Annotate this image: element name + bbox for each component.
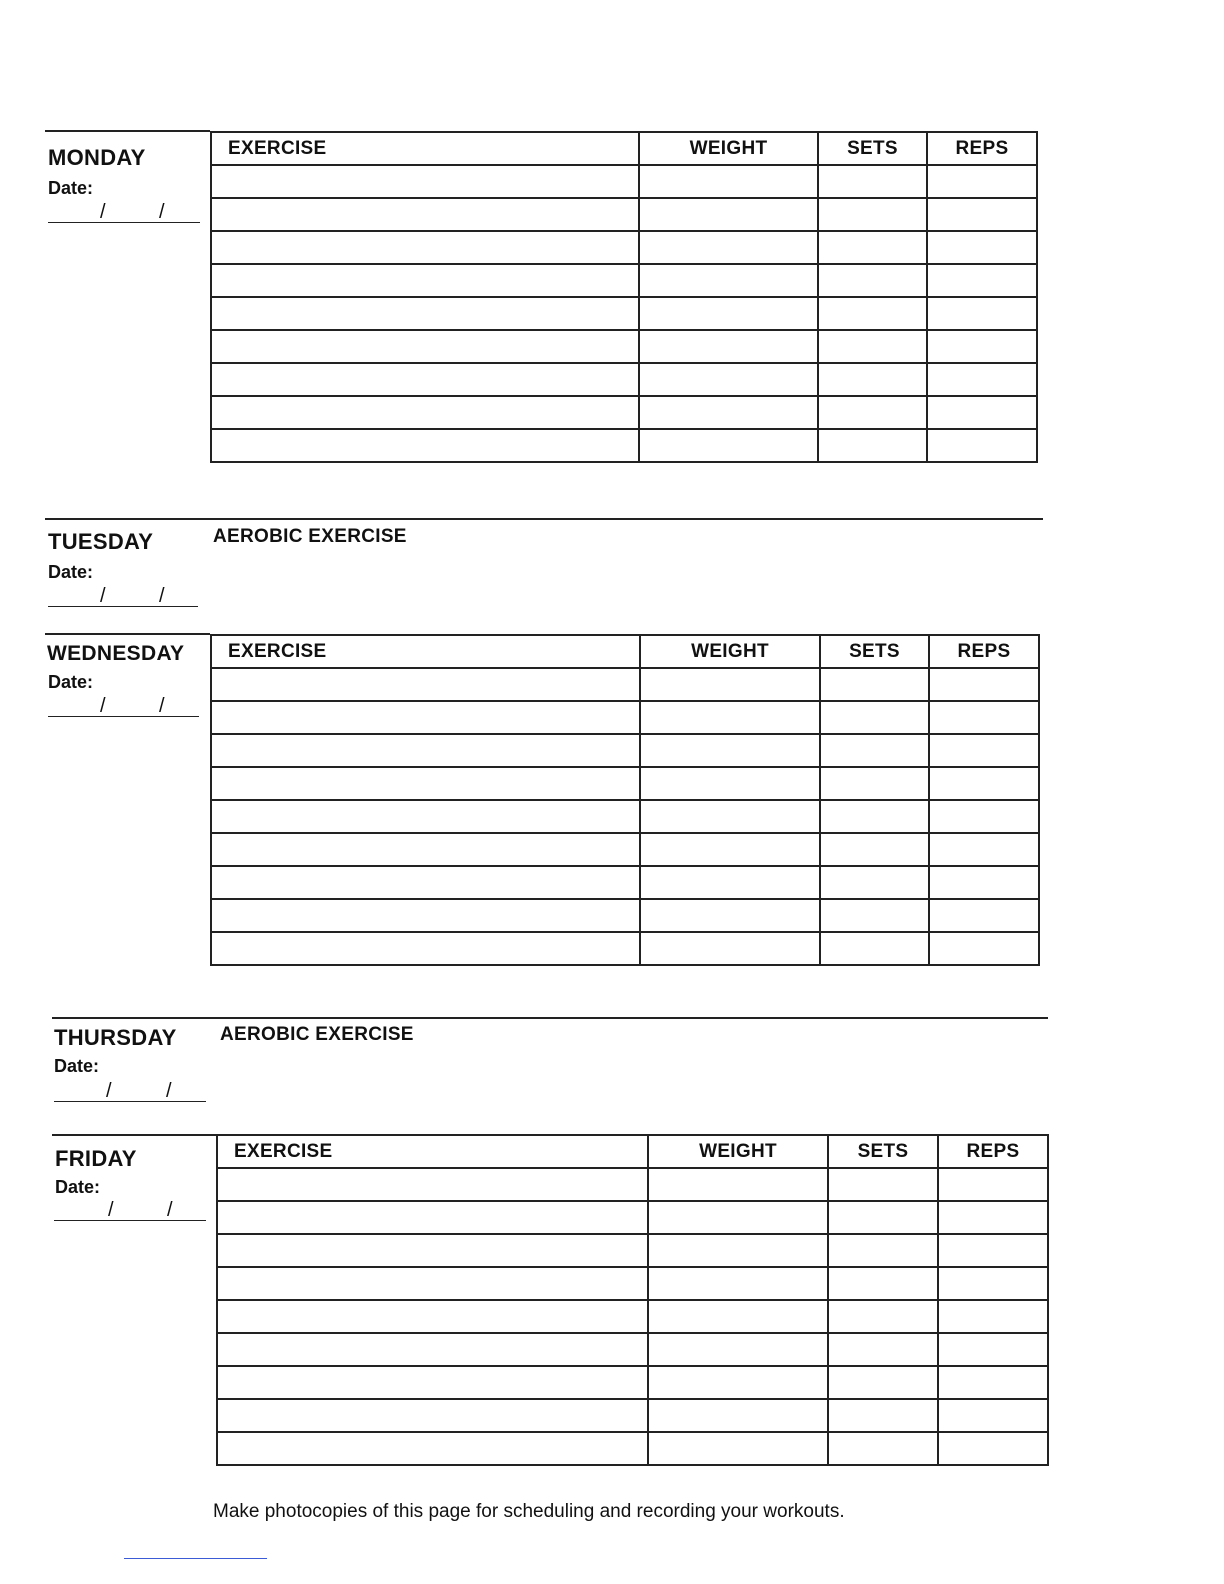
exercise-cell[interactable] — [217, 1333, 648, 1366]
weight-cell[interactable] — [648, 1234, 828, 1267]
weight-cell[interactable] — [640, 932, 820, 965]
exercise-cell[interactable] — [217, 1399, 648, 1432]
weight-cell[interactable] — [640, 833, 820, 866]
sets-cell[interactable] — [820, 668, 929, 701]
exercise-cell[interactable] — [211, 396, 639, 429]
sets-cell[interactable] — [820, 734, 929, 767]
sets-cell[interactable] — [820, 899, 929, 932]
monday-exercise-table — [210, 131, 1038, 463]
weight-cell[interactable] — [648, 1366, 828, 1399]
reps-cell[interactable] — [927, 165, 1037, 198]
date-separator: / — [106, 1080, 112, 1102]
reps-cell[interactable] — [929, 734, 1039, 767]
reps-cell[interactable] — [927, 297, 1037, 330]
monday-date-label: Date: — [48, 178, 94, 198]
exercise-cell[interactable] — [211, 429, 639, 462]
table-row — [211, 866, 1039, 899]
sets-cell[interactable] — [818, 429, 927, 462]
table-row — [211, 198, 1037, 231]
sets-cell[interactable] — [820, 767, 929, 800]
reps-cell[interactable] — [929, 701, 1039, 734]
wednesday-date-label: Date: — [48, 672, 94, 692]
exercise-cell[interactable] — [211, 165, 639, 198]
monday-title: MONDAY — [48, 145, 146, 170]
table-row — [217, 1168, 1048, 1201]
exercise-header: EXERCISE — [217, 1135, 648, 1168]
exercise-cell[interactable] — [211, 800, 640, 833]
sets-cell[interactable] — [828, 1399, 938, 1432]
weight-header: WEIGHT — [639, 132, 818, 165]
weight-cell[interactable] — [648, 1267, 828, 1300]
tuesday-date-label: Date: — [48, 562, 94, 582]
table-row — [211, 932, 1039, 965]
date-separator: / — [159, 695, 165, 717]
wednesday-title: WEDNESDAY — [47, 642, 185, 665]
weight-cell[interactable] — [640, 866, 820, 899]
table-row — [217, 1399, 1048, 1432]
thursday-aerobic-label: AEROBIC EXERCISE — [220, 1024, 414, 1045]
sets-header: SETS — [820, 635, 929, 668]
reps-cell[interactable] — [929, 899, 1039, 932]
weight-cell[interactable] — [639, 198, 818, 231]
sets-cell[interactable] — [820, 800, 929, 833]
sets-cell[interactable] — [828, 1300, 938, 1333]
wednesday-date-field[interactable] — [48, 694, 199, 717]
exercise-cell[interactable] — [211, 264, 639, 297]
weight-cell[interactable] — [648, 1399, 828, 1432]
weight-cell[interactable] — [639, 363, 818, 396]
reps-cell[interactable] — [938, 1168, 1048, 1201]
monday-top-rule — [45, 130, 210, 132]
exercise-cell[interactable] — [217, 1267, 648, 1300]
table-row — [211, 297, 1037, 330]
reps-cell[interactable] — [938, 1234, 1048, 1267]
sets-cell[interactable] — [818, 297, 927, 330]
exercise-cell[interactable] — [211, 734, 640, 767]
sets-cell[interactable] — [828, 1234, 938, 1267]
date-separator: / — [166, 1080, 172, 1102]
sets-cell[interactable] — [828, 1333, 938, 1366]
exercise-cell[interactable] — [211, 701, 640, 734]
sets-cell[interactable] — [820, 833, 929, 866]
table-row — [217, 1432, 1048, 1465]
exercise-cell[interactable] — [217, 1234, 648, 1267]
sets-cell[interactable] — [818, 330, 927, 363]
table-row — [211, 701, 1039, 734]
table-row — [211, 231, 1037, 264]
reps-cell[interactable] — [927, 330, 1037, 363]
date-separator: / — [167, 1199, 173, 1221]
weight-cell[interactable] — [639, 396, 818, 429]
tuesday-aerobic-label: AEROBIC EXERCISE — [213, 526, 407, 547]
reps-cell[interactable] — [929, 767, 1039, 800]
weight-cell[interactable] — [639, 231, 818, 264]
sets-cell[interactable] — [818, 396, 927, 429]
thursday-title: THURSDAY — [54, 1025, 177, 1050]
table-row — [217, 1300, 1048, 1333]
table-row — [217, 1267, 1048, 1300]
exercise-cell[interactable] — [217, 1432, 648, 1465]
reps-cell[interactable] — [938, 1333, 1048, 1366]
sets-header: SETS — [818, 132, 927, 165]
weight-cell[interactable] — [639, 297, 818, 330]
weight-cell[interactable] — [648, 1201, 828, 1234]
sets-cell[interactable] — [818, 363, 927, 396]
thursday-top-rule — [52, 1017, 1048, 1019]
table-row — [217, 1333, 1048, 1366]
sets-cell[interactable] — [820, 701, 929, 734]
table-row — [211, 429, 1037, 462]
exercise-cell[interactable] — [211, 668, 640, 701]
reps-header: REPS — [938, 1135, 1048, 1168]
friday-top-rule — [52, 1134, 217, 1136]
sets-cell[interactable] — [820, 866, 929, 899]
exercise-cell[interactable] — [211, 899, 640, 932]
sets-cell[interactable] — [828, 1432, 938, 1465]
table-row — [211, 767, 1039, 800]
weight-cell[interactable] — [640, 701, 820, 734]
date-separator: / — [159, 585, 165, 607]
weight-cell[interactable] — [639, 264, 818, 297]
exercise-cell[interactable] — [217, 1168, 648, 1201]
table-row — [211, 363, 1037, 396]
reps-cell[interactable] — [938, 1300, 1048, 1333]
sets-cell[interactable] — [820, 932, 929, 965]
friday-date-label: Date: — [55, 1177, 101, 1197]
reps-cell[interactable] — [927, 264, 1037, 297]
thursday-date-field[interactable] — [54, 1079, 206, 1102]
reps-cell[interactable] — [927, 429, 1037, 462]
table-row — [217, 1201, 1048, 1234]
exercise-cell[interactable] — [211, 932, 640, 965]
exercise-cell[interactable] — [217, 1300, 648, 1333]
sets-cell[interactable] — [818, 165, 927, 198]
table-row — [211, 264, 1037, 297]
reps-cell[interactable] — [929, 932, 1039, 965]
reps-cell[interactable] — [927, 198, 1037, 231]
exercise-header: EXERCISE — [211, 132, 639, 165]
date-separator: / — [100, 695, 106, 717]
weight-header: WEIGHT — [640, 635, 820, 668]
exercise-cell[interactable] — [217, 1201, 648, 1234]
weight-cell[interactable] — [648, 1168, 828, 1201]
exercise-cell[interactable] — [211, 833, 640, 866]
sets-cell[interactable] — [828, 1201, 938, 1234]
tuesday-title: TUESDAY — [48, 529, 154, 554]
reps-cell[interactable] — [938, 1366, 1048, 1399]
weight-cell[interactable] — [639, 330, 818, 363]
exercise-cell[interactable] — [211, 866, 640, 899]
table-row — [211, 734, 1039, 767]
reps-cell[interactable] — [938, 1201, 1048, 1234]
date-separator: / — [100, 201, 106, 223]
sets-header: SETS — [828, 1135, 938, 1168]
reps-cell[interactable] — [927, 231, 1037, 264]
monday-date-field[interactable] — [48, 200, 200, 223]
weight-cell[interactable] — [640, 668, 820, 701]
date-separator: / — [100, 585, 106, 607]
exercise-header: EXERCISE — [211, 635, 640, 668]
exercise-cell[interactable] — [211, 231, 639, 264]
sets-cell[interactable] — [818, 198, 927, 231]
wednesday-exercise-table — [210, 634, 1040, 966]
sets-cell[interactable] — [818, 231, 927, 264]
reps-header: REPS — [927, 132, 1037, 165]
date-separator: / — [108, 1199, 114, 1221]
sets-cell[interactable] — [828, 1267, 938, 1300]
table-row — [217, 1234, 1048, 1267]
weight-header: WEIGHT — [648, 1135, 828, 1168]
tuesday-top-rule — [45, 518, 1043, 520]
weight-cell[interactable] — [640, 734, 820, 767]
reps-cell[interactable] — [929, 668, 1039, 701]
weight-cell[interactable] — [648, 1300, 828, 1333]
table-row — [211, 800, 1039, 833]
reps-header: REPS — [929, 635, 1039, 668]
reps-cell[interactable] — [927, 363, 1037, 396]
exercise-cell[interactable] — [211, 297, 639, 330]
thursday-date-label: Date: — [54, 1056, 100, 1076]
reps-cell[interactable] — [929, 833, 1039, 866]
table-row — [211, 396, 1037, 429]
table-row — [217, 1366, 1048, 1399]
reps-cell[interactable] — [938, 1432, 1048, 1465]
weight-cell[interactable] — [640, 899, 820, 932]
table-row — [211, 330, 1037, 363]
footnote: Make photocopies of this page for scheduling and recording your workouts. — [213, 1501, 845, 1522]
friday-title: FRIDAY — [55, 1146, 137, 1171]
weight-cell[interactable] — [648, 1333, 828, 1366]
exercise-cell[interactable] — [217, 1366, 648, 1399]
table-row — [211, 668, 1039, 701]
weight-cell[interactable] — [639, 165, 818, 198]
exercise-cell[interactable] — [211, 330, 639, 363]
wednesday-top-rule — [45, 633, 210, 635]
sets-cell[interactable] — [828, 1168, 938, 1201]
weight-cell[interactable] — [640, 800, 820, 833]
exercise-cell[interactable] — [211, 767, 640, 800]
table-row — [211, 165, 1037, 198]
tuesday-date-field[interactable] — [48, 584, 198, 607]
reps-cell[interactable] — [929, 800, 1039, 833]
exercise-cell[interactable] — [211, 363, 639, 396]
exercise-cell[interactable] — [211, 198, 639, 231]
weight-cell[interactable] — [640, 767, 820, 800]
friday-date-field[interactable] — [54, 1198, 206, 1221]
decorative-blue-line — [124, 1558, 267, 1559]
weight-cell[interactable] — [648, 1432, 828, 1465]
date-separator: / — [159, 201, 165, 223]
reps-cell[interactable] — [938, 1267, 1048, 1300]
table-row — [211, 899, 1039, 932]
reps-cell[interactable] — [927, 396, 1037, 429]
weight-cell[interactable] — [639, 429, 818, 462]
reps-cell[interactable] — [938, 1399, 1048, 1432]
sets-cell[interactable] — [818, 264, 927, 297]
sets-cell[interactable] — [828, 1366, 938, 1399]
reps-cell[interactable] — [929, 866, 1039, 899]
table-row — [211, 833, 1039, 866]
friday-exercise-table — [216, 1134, 1049, 1466]
